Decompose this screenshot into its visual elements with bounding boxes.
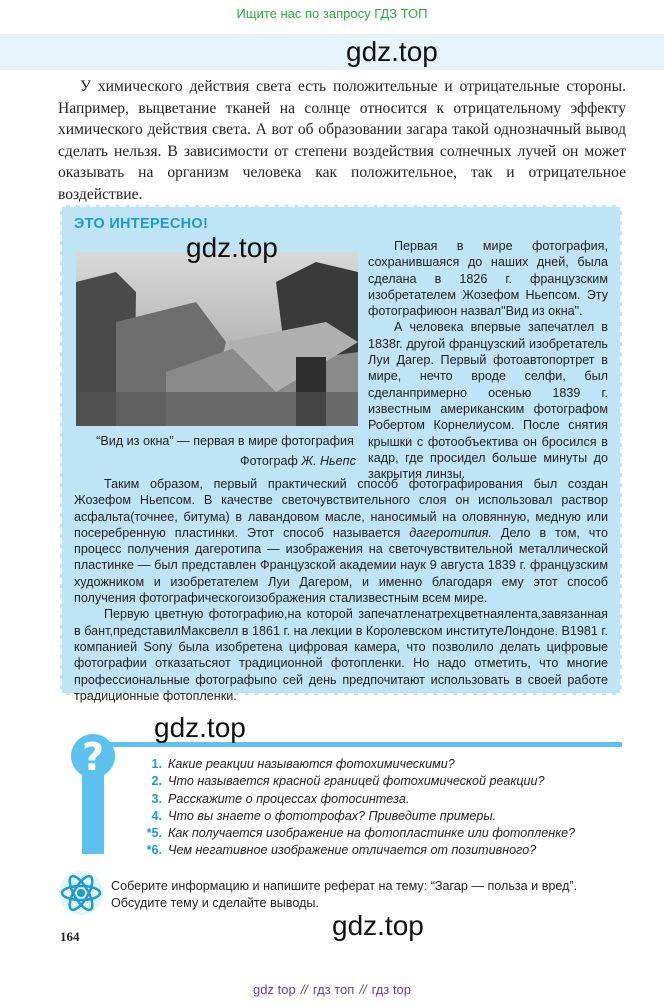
question-item [130,808,575,825]
question-number: 1. [151,757,162,771]
watermark: gdz.top [332,910,424,941]
footer-links [0,982,664,997]
text-span: Таким образом, первый практический способ фотографирования был создан Жозефом Ньепсом. В качестве светочувствительного слоя он использовал раствор асфальта(точнее, битума) в лавандовом масле, наносимый на оловянную, медную или посеребренную пластинки. Этот способ называется [74,477,608,540]
svg-text:?: ? [81,735,105,779]
box-paragraph: А человека впервые запечатлел в 1838г. другой французский изобретатель Луи Дагер. Первый фотоавтопортрет в мире, нечто вроде селфи, был сделанпримерно осенью 1839 г. известным американским фотографом Робертом Корнелиусом. После снятия крышки с фотообъектива он бросился в кадр, где просидел больше минуты до закрытия линзы. [368,320,608,482]
watermark-bar [0,34,664,70]
first-photo-image [76,252,358,426]
question-number: 4. [151,808,162,823]
questions-list [130,756,575,860]
question-text: Как получается изображение на фотопластинке или фотопленке? [168,826,576,841]
footer-link[interactable]: гдз top [371,982,411,997]
photo-caption: “Вид из окна” — первая в мире фотография [96,434,354,448]
footer-link[interactable]: gdz top [253,982,296,997]
box-title: ЭТО ИНТЕРЕСНО! [74,216,209,232]
question-text: Что называется красной границей фотохимической реакции? [168,774,545,789]
box-bottom-text [74,476,608,704]
photographer-name: Ж. Ньепс [301,454,356,468]
box-paragraph: Первую цветную фотографию,на которой запечатленатрехцветнаялента,завязанная в бант,представилМаксвелл в 1861 г. на лекции в Королевском институтеЛондоне. В1981 г. компанией Sony была изобретена цифровая камера, что позволило делать цифровые фотографии отказатьсяот традиционной фотопленки. Но надо отметить, что многие профессиональные фотографыпо сей день предпочитают использовать в своей работе традиционные фотопленки. [74,607,608,703]
question-text: Какие реакции называются фотохимическими? [168,757,455,771]
term: дагеротипия. [409,525,492,540]
question-number: 2. [151,774,162,789]
text-span: Дело в том, что процесс получения дагеротипа — изображения на светочувствительной металлической пластинке — был представлен Французской академии наук 9 августа 1839 г. французским художником и изобретателем Луи Дагером, и именно благодаря ему этот способ получения фотографическогоизображения стализвестным всем мире. [74,525,608,606]
question-number: 3. [151,791,162,806]
page-number: 164 [60,929,80,944]
watermark: gdz.top [186,232,278,263]
box-right-column [368,238,608,482]
question-item [130,825,575,842]
footer-separator: // [300,982,308,997]
watermark: gdz.top [154,712,246,743]
question-item [130,791,575,808]
research-task: Соберите информацию и напишите реферат на тему: “Загар — польза и вред”. Обсудите тему и сделайте выводы. [111,879,578,910]
question-item [130,773,575,790]
watermark: gdz.top [346,36,438,67]
question-number: *6. [146,843,162,858]
question-text: Что вы знаете о фототрофах? Приведите примеры. [168,808,497,823]
top-banner[interactable]: Ищите нас по запросу ГДЗ ТОП [236,6,428,21]
box-paragraph: Первая в мире фотография, сохранившаяся до наших дней, была сделана в 1826 г. французским изобретателем Жозефом Ньепсом. Эту фотографиюон назвал"Вид из окна". [368,239,608,319]
question-number: *5. [146,826,162,841]
intro-paragraph: У химического действия света есть положительные и отрицательные стороны. Например, выцветание тканей на солнце относится к отрицательному эффекту химического действия света. А вот об образовании загара такой однозначный вывод сделать нельзя. В зависимости от степени воздействия солнечных лучей он может оказывать на организм человека как положительное, так и отрицательное воздействие. [58,78,626,203]
atom-icon [58,870,104,916]
question-item [130,756,575,773]
footer-separator: // [359,982,367,997]
question-text: Расскажите о процессах фотосинтеза. [168,791,410,806]
question-text: Чем негативное изображение отличается от позитивного? [168,843,537,858]
photographer-credit [240,454,356,468]
question-mark-icon [68,724,118,854]
photographer-prefix: Фотограф [240,454,302,468]
question-item [130,842,575,859]
box-paragraph [74,476,608,606]
footer-link[interactable]: гдз топ [312,982,355,997]
